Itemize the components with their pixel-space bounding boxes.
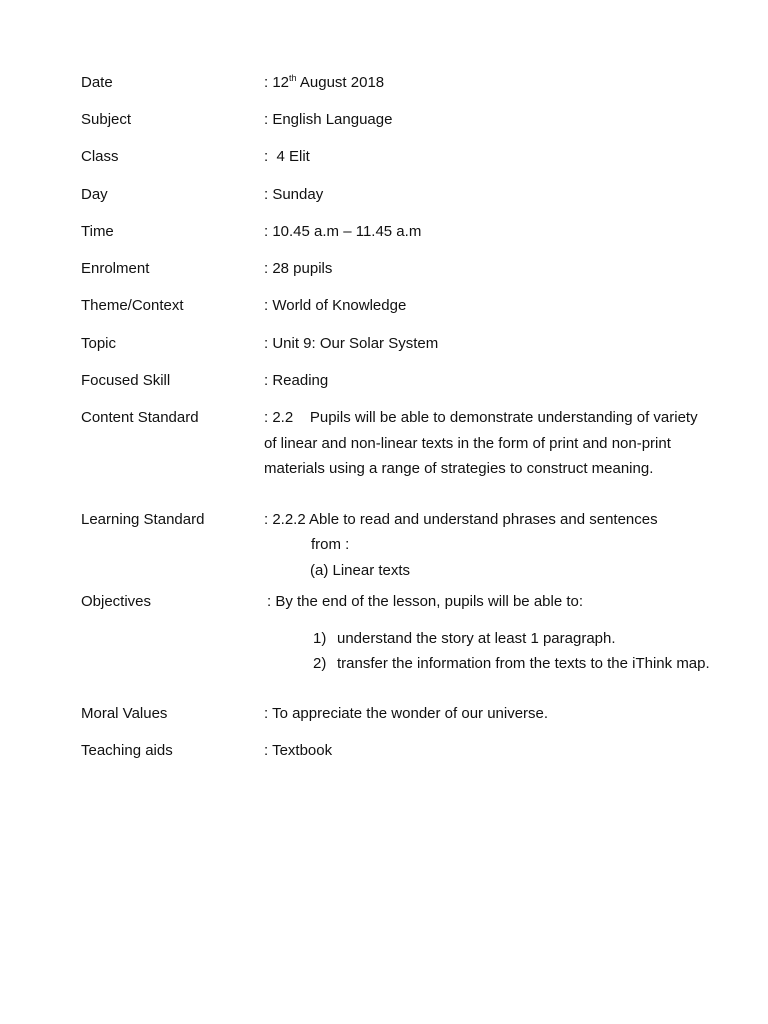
teaching-aids-value: : Textbook <box>264 742 333 759</box>
subject-label: Subject <box>81 111 132 128</box>
date-value <box>264 74 384 92</box>
teaching-aids-label: Teaching aids <box>81 742 173 759</box>
day-label: Day <box>81 186 108 203</box>
theme-label: Theme/Context <box>81 297 184 314</box>
objective-item-text: understand the story at least 1 paragraph. <box>337 630 616 647</box>
enrolment-value: : 28 pupils <box>264 260 333 277</box>
date-value-ordinal: th <box>289 73 297 83</box>
content-standard-label: Content Standard <box>81 409 199 426</box>
content-standard-line-1: : 2.2 Pupils will be able to demonstrate understanding of variety <box>264 409 698 426</box>
learning-standard-line-2: from : <box>311 536 350 553</box>
learning-standard-label: Learning Standard <box>81 511 205 528</box>
date-label: Date <box>81 74 113 91</box>
objective-item-number: 2) <box>313 655 327 672</box>
objective-item <box>313 655 710 673</box>
focused-skill-value: : Reading <box>264 372 329 389</box>
enrolment-label: Enrolment <box>81 260 150 277</box>
content-standard-line-3: materials using a range of strategies to construct meaning. <box>264 460 654 477</box>
subject-value: : English Language <box>264 111 393 128</box>
objective-item <box>313 630 616 648</box>
topic-label: Topic <box>81 335 117 352</box>
time-label: Time <box>81 223 114 240</box>
time-value: : 10.45 a.m – 11.45 a.m <box>264 223 422 240</box>
date-value-month-year: August 2018 <box>296 74 385 91</box>
moral-values-value: : To appreciate the wonder of our universe. <box>264 705 549 722</box>
moral-values-label: Moral Values <box>81 705 168 722</box>
class-label: Class <box>81 148 119 165</box>
learning-standard-line-1: : 2.2.2 Able to read and understand phrases and sentences <box>264 511 658 528</box>
class-value: : 4 Elit <box>264 148 310 165</box>
topic-value: : Unit 9: Our Solar System <box>264 335 439 352</box>
content-standard-line-2: of linear and non-linear texts in the form of print and non-print <box>264 435 671 452</box>
objectives-label: Objectives <box>81 593 152 610</box>
objectives-intro: : By the end of the lesson, pupils will be able to: <box>267 593 584 610</box>
focused-skill-label: Focused Skill <box>81 372 171 389</box>
objective-item-number: 1) <box>313 630 327 647</box>
learning-standard-line-3: (a) Linear texts <box>310 562 411 579</box>
day-value: : Sunday <box>264 186 324 203</box>
objective-item-text: transfer the information from the texts to the iThink map. <box>337 655 710 672</box>
date-value-day: : 12 <box>264 74 290 91</box>
theme-value: : World of Knowledge <box>264 297 407 314</box>
